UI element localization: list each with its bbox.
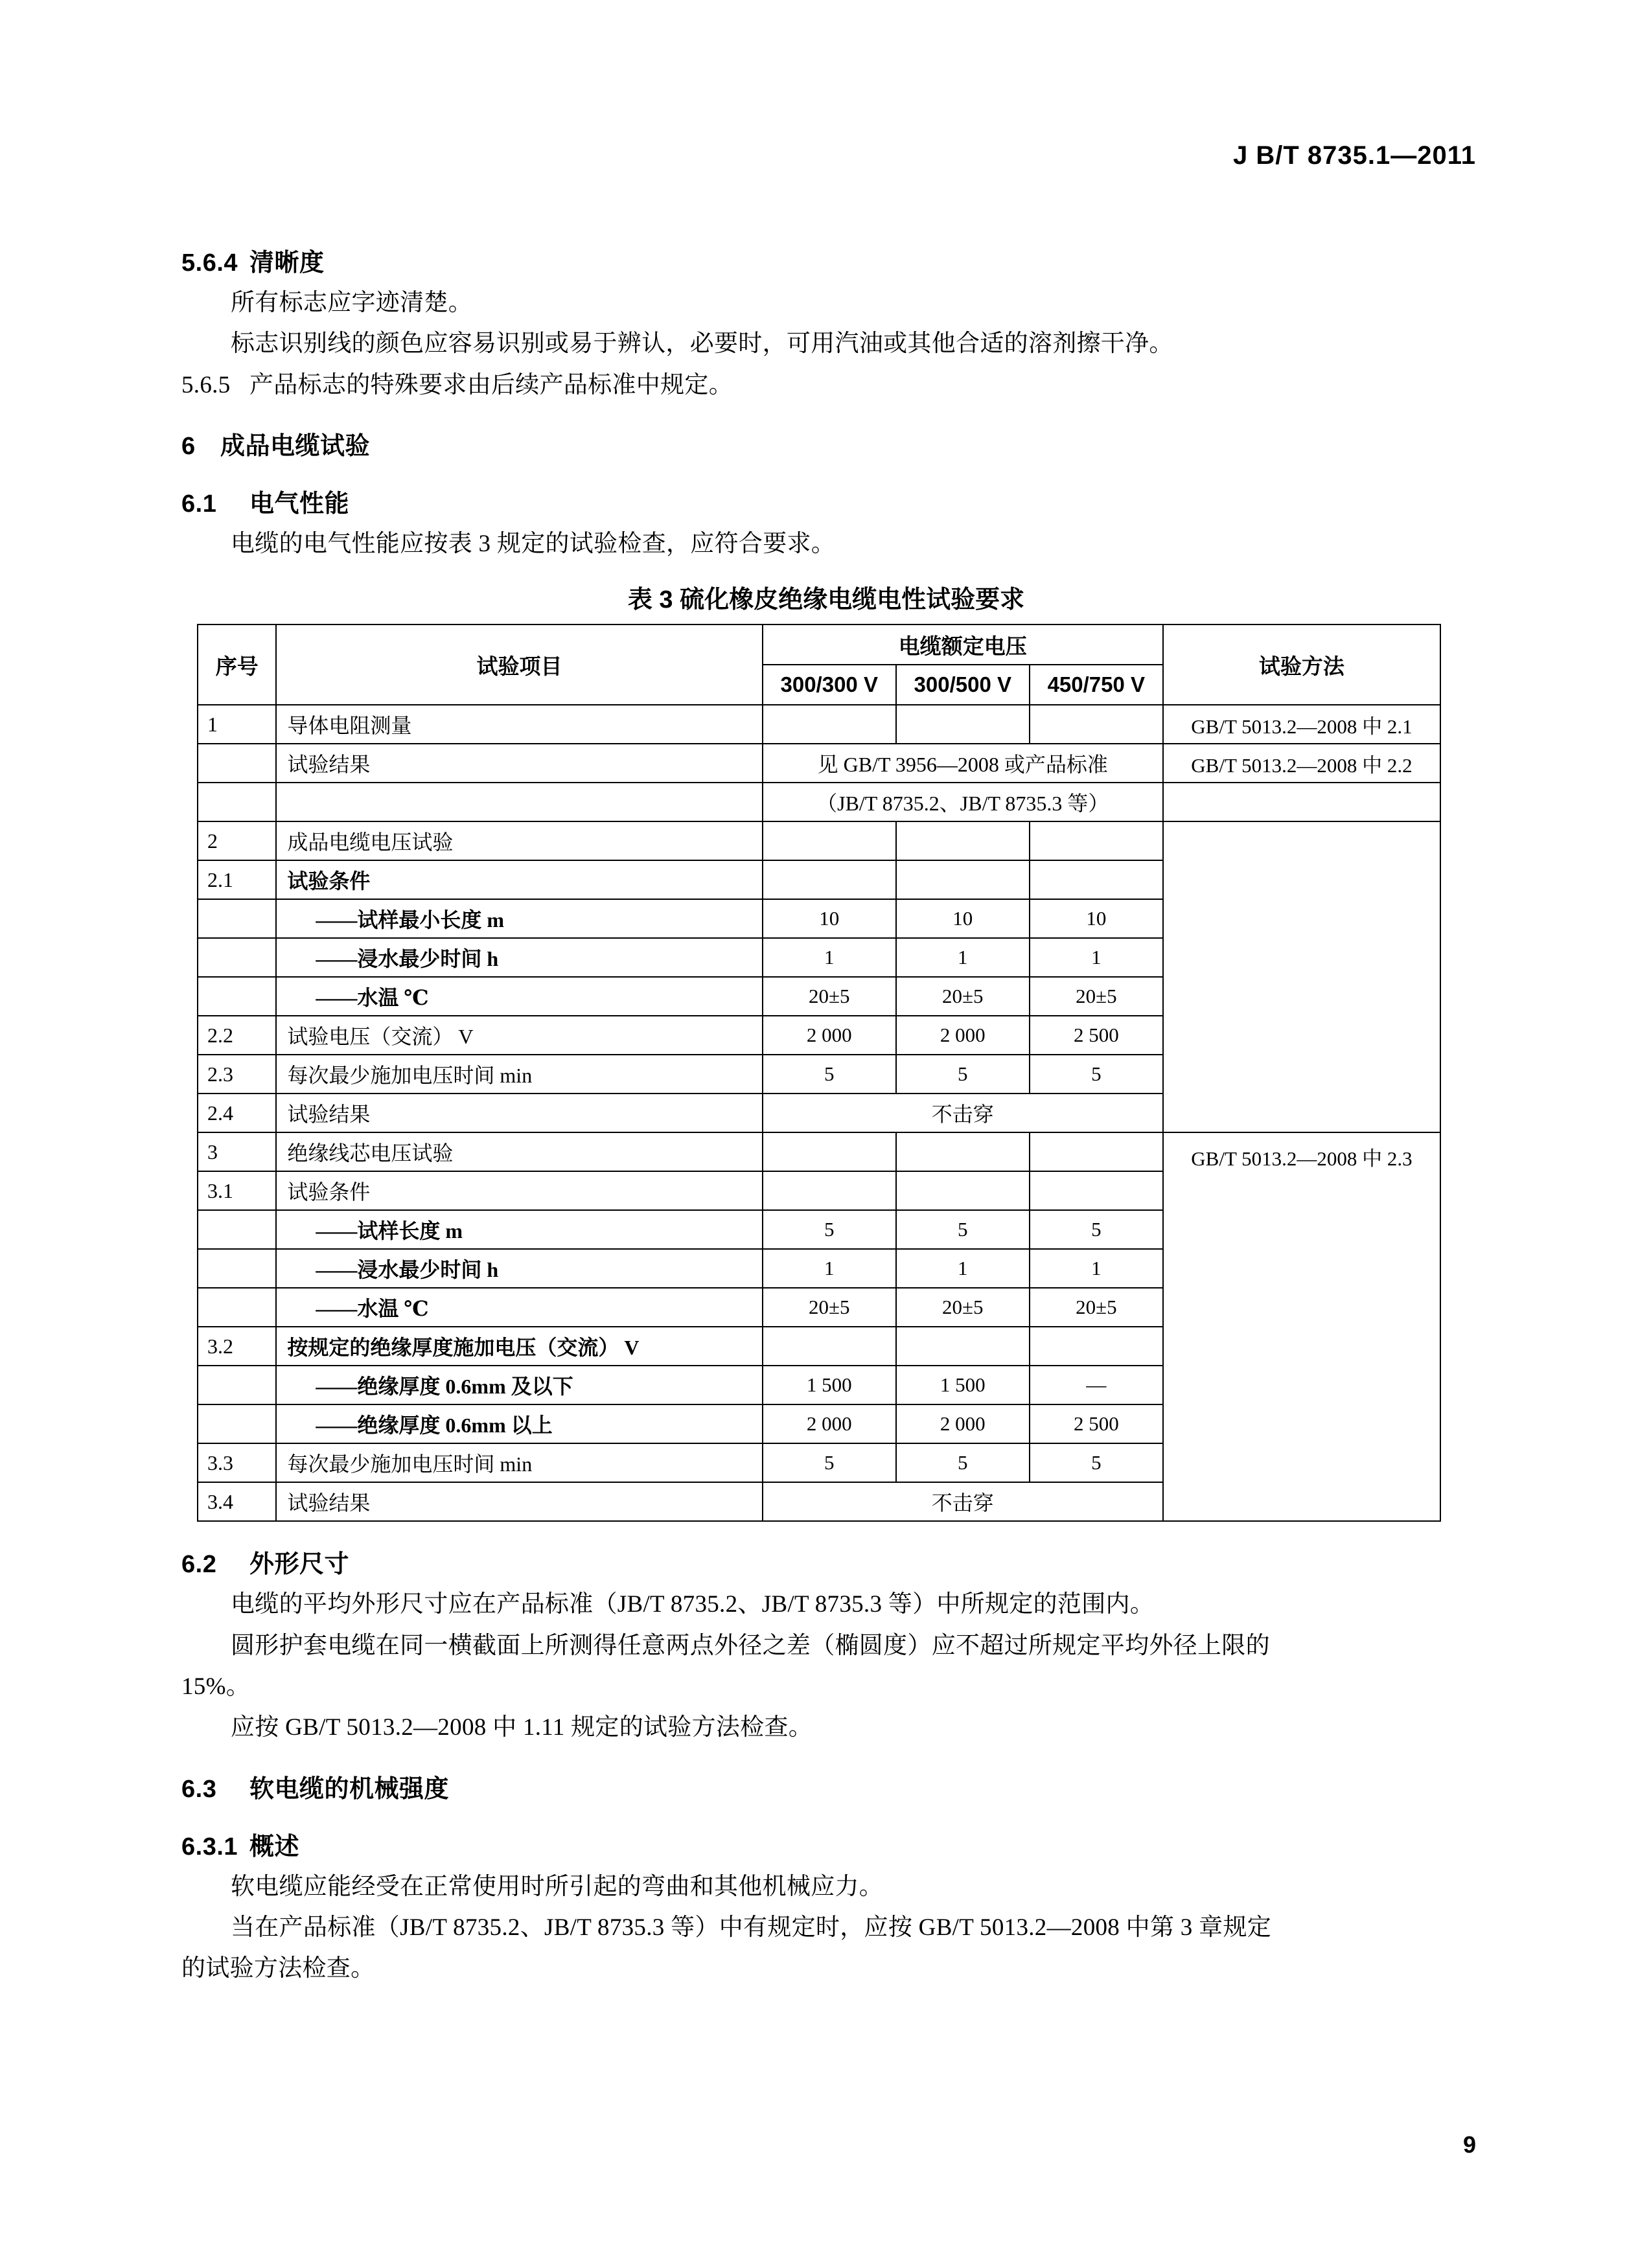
cell-method: GB/T 5013.2—2008 中 2.1: [1163, 705, 1440, 744]
cell-v1: 1: [763, 1249, 896, 1288]
cell-no: [198, 1210, 276, 1249]
heading-6-2: [181, 1544, 1471, 1579]
paragraph-5-6-5-text: 产品标志的特殊要求由后续产品标准中规定。: [249, 371, 733, 398]
cell-v2: 1 500: [896, 1366, 1030, 1404]
cell-no: [198, 1288, 276, 1327]
page-header-standard-code: J B/T 8735.1—2011: [1232, 141, 1476, 170]
heading-5-6-4-title: 清晰度: [249, 249, 325, 277]
heading-6-number: 6: [181, 433, 196, 461]
cell-item: 按规定的绝缘厚度施加电压（交流） V: [276, 1327, 762, 1366]
cell-v3: 20±5: [1030, 977, 1163, 1016]
table-row: [198, 705, 1440, 744]
cell-v1: 10: [763, 899, 896, 938]
cell-v2: 1: [896, 1249, 1030, 1288]
cell-no: 2.1: [198, 860, 276, 899]
heading-6-title: 成品电缆试验: [220, 433, 371, 461]
cell-item: 绝缘线芯电压试验: [276, 1132, 762, 1171]
cell-v2: 5: [896, 1210, 1030, 1249]
cell-item: 每次最少施加电压时间 min: [276, 1055, 762, 1094]
th-v3: 450/750 V: [1030, 665, 1163, 705]
cell-v3: [1030, 1171, 1163, 1210]
table-row: [198, 1132, 1440, 1171]
paragraph-6-2-2: 圆形护套电缆在同一横截面上所测得任意两点外径之差（椭圆度）应不超过所规定平均外径上限的: [231, 1632, 1270, 1659]
paragraph-5-6-5-number: 5.6.5: [181, 371, 231, 398]
cell-span-note: 见 GB/T 3956—2008 或产品标准: [763, 744, 1163, 783]
heading-6-3-1: [181, 1826, 1471, 1862]
cell-v1: 20±5: [763, 1288, 896, 1327]
cell-v1: 5: [763, 1210, 896, 1249]
cell-no: [198, 1249, 276, 1288]
cell-item: 试验电压（交流） V: [276, 1016, 762, 1055]
cell-v2: [896, 1171, 1030, 1210]
cell-no: 3.4: [198, 1482, 276, 1521]
cell-span-note: 不击穿: [763, 1482, 1163, 1521]
cell-v3: 2 500: [1030, 1016, 1163, 1055]
th-no: 序号: [198, 624, 276, 705]
cell-item: 试验条件: [276, 860, 762, 899]
heading-6-3-number: 6.3: [181, 1775, 217, 1803]
cell-v1: 1 500: [763, 1366, 896, 1404]
cell-v3: 1: [1030, 1249, 1163, 1288]
cell-v3: 5: [1030, 1055, 1163, 1094]
cell-v3: [1030, 860, 1163, 899]
heading-6-1-number: 6.1: [181, 490, 217, 518]
table-3-caption: 表 3 硫化橡皮绝缘电缆电性试验要求: [627, 586, 1025, 614]
cell-v1: [763, 1327, 896, 1366]
cell-no: 1: [198, 705, 276, 744]
table-row: [198, 783, 1440, 821]
cell-item: ——水温 ℃: [276, 977, 762, 1016]
cell-v1: 5: [763, 1443, 896, 1482]
paragraph-5-6-4-1: 所有标志应字迹清楚。: [231, 290, 472, 316]
cell-v2: 2 000: [896, 1016, 1030, 1055]
cell-item: 试验结果: [276, 1482, 762, 1521]
cell-v1: 5: [763, 1055, 896, 1094]
cell-v1: 2 000: [763, 1016, 896, 1055]
th-item: 试验项目: [276, 624, 762, 705]
paragraph-6-3-1-1: 软电缆应能经受在正常使用时所引起的弯曲和其他机械应力。: [231, 1873, 884, 1900]
cell-v1: 2 000: [763, 1404, 896, 1443]
cell-item: ——试样长度 m: [276, 1210, 762, 1249]
cell-item: [276, 783, 762, 821]
cell-span-note: 不击穿: [763, 1094, 1163, 1132]
cell-no: 2: [198, 821, 276, 860]
cell-v3: 2 500: [1030, 1404, 1163, 1443]
heading-6-3: [181, 1769, 1471, 1804]
heading-6-3-1-title: 概述: [249, 1833, 300, 1861]
cell-item: 试验结果: [276, 1094, 762, 1132]
cell-item: ——浸水最少时间 h: [276, 938, 762, 977]
heading-6-3-title: 软电缆的机械强度: [249, 1775, 450, 1803]
table-row: [198, 744, 1440, 783]
cell-v2: [896, 1327, 1030, 1366]
heading-6-2-number: 6.2: [181, 1551, 217, 1579]
cell-v1: [763, 1171, 896, 1210]
cell-no: [198, 938, 276, 977]
paragraph-6-2-1: 电缆的平均外形尺寸应在产品标准（JB/T 8735.2、JB/T 8735.3 等）中所规定的范围内。: [231, 1591, 1155, 1618]
cell-v2: [896, 860, 1030, 899]
table-row: [198, 821, 1440, 860]
cell-v3: 20±5: [1030, 1288, 1163, 1327]
cell-method: [1163, 783, 1440, 821]
cell-v2: 2 000: [896, 1404, 1030, 1443]
heading-6-2-title: 外形尺寸: [249, 1551, 350, 1579]
cell-v3: [1030, 1132, 1163, 1171]
cell-no: [198, 783, 276, 821]
cell-v1: 20±5: [763, 977, 896, 1016]
paragraph-5-6-5: [181, 367, 1471, 404]
cell-no: 2.4: [198, 1094, 276, 1132]
cell-method: [1163, 821, 1440, 1132]
cell-v1: [763, 705, 896, 744]
cell-method: GB/T 5013.2—2008 中 2.3: [1163, 1132, 1440, 1521]
cell-v2: 1: [896, 938, 1030, 977]
th-voltage-group: 电缆额定电压: [763, 624, 1163, 665]
cell-no: [198, 1404, 276, 1443]
cell-v2: 20±5: [896, 977, 1030, 1016]
paragraph-6-2-2b: 15%。: [181, 1673, 251, 1701]
cell-span-note: （JB/T 8735.2、JB/T 8735.3 等）: [763, 783, 1163, 821]
th-method: 试验方法: [1163, 624, 1440, 705]
cell-no: [198, 744, 276, 783]
heading-5-6-4-number: 5.6.4: [181, 249, 238, 277]
cell-v1: 1: [763, 938, 896, 977]
paragraph-6-1-1: 电缆的电气性能应按表 3 规定的试验检查，应符合要求。: [231, 531, 836, 558]
cell-v3: —: [1030, 1366, 1163, 1404]
cell-no: [198, 1366, 276, 1404]
paragraph-6-3-1-2b: 的试验方法检查。: [181, 1955, 375, 1982]
cell-no: 3.1: [198, 1171, 276, 1210]
cell-item: 导体电阻测量: [276, 705, 762, 744]
cell-item: 每次最少施加电压时间 min: [276, 1443, 762, 1482]
cell-v2: 20±5: [896, 1288, 1030, 1327]
cell-v3: 5: [1030, 1210, 1163, 1249]
cell-v2: [896, 1132, 1030, 1171]
paragraph-6-2-3: 应按 GB/T 5013.2—2008 中 1.11 规定的试验方法检查。: [231, 1714, 813, 1741]
cell-v1: [763, 860, 896, 899]
cell-v3: [1030, 705, 1163, 744]
cell-v2: [896, 705, 1030, 744]
cell-item: ——绝缘厚度 0.6mm 以上: [276, 1404, 762, 1443]
cell-v2: 5: [896, 1055, 1030, 1094]
cell-method: GB/T 5013.2—2008 中 2.2: [1163, 744, 1440, 783]
heading-6-1-title: 电气性能: [249, 490, 350, 518]
paragraph-6-3-1-2: 当在产品标准（JB/T 8735.2、JB/T 8735.3 等）中有规定时，应按 GB/T 5013.2—2008 中第 3 章规定: [231, 1914, 1272, 1942]
page-number: 9: [1462, 2131, 1476, 2158]
cell-item: 试验结果: [276, 744, 762, 783]
table-3: [197, 624, 1441, 1522]
cell-item: ——绝缘厚度 0.6mm 及以下: [276, 1366, 762, 1404]
cell-item: ——试样最小长度 m: [276, 899, 762, 938]
cell-no: 3.2: [198, 1327, 276, 1366]
cell-item: 试验条件: [276, 1171, 762, 1210]
cell-no: [198, 899, 276, 938]
heading-5-6-4: [181, 242, 1471, 278]
cell-v3: [1030, 821, 1163, 860]
th-v2: 300/500 V: [896, 665, 1030, 705]
document-content: [181, 220, 1471, 1991]
cell-no: [198, 977, 276, 1016]
heading-6: [181, 426, 1471, 461]
cell-no: 3.3: [198, 1443, 276, 1482]
paragraph-5-6-4-2: 标志识别线的颜色应容易识别或易于辨认，必要时，可用汽油或其他合适的溶剂擦干净。: [231, 330, 1173, 358]
cell-item: ——水温 ℃: [276, 1288, 762, 1327]
cell-no: 2.2: [198, 1016, 276, 1055]
cell-v1: [763, 821, 896, 860]
cell-no: 3: [198, 1132, 276, 1171]
heading-6-1: [181, 483, 1471, 519]
th-v1: 300/300 V: [763, 665, 896, 705]
cell-v3: 1: [1030, 938, 1163, 977]
cell-v2: 5: [896, 1443, 1030, 1482]
cell-v3: 10: [1030, 899, 1163, 938]
heading-6-3-1-number: 6.3.1: [181, 1833, 238, 1861]
cell-no: 2.3: [198, 1055, 276, 1094]
cell-v3: [1030, 1327, 1163, 1366]
table-header-row-1: [198, 624, 1440, 665]
cell-v1: [763, 1132, 896, 1171]
cell-v2: 10: [896, 899, 1030, 938]
cell-item: ——浸水最少时间 h: [276, 1249, 762, 1288]
cell-item: 成品电缆电压试验: [276, 821, 762, 860]
cell-v3: 5: [1030, 1443, 1163, 1482]
cell-v2: [896, 821, 1030, 860]
